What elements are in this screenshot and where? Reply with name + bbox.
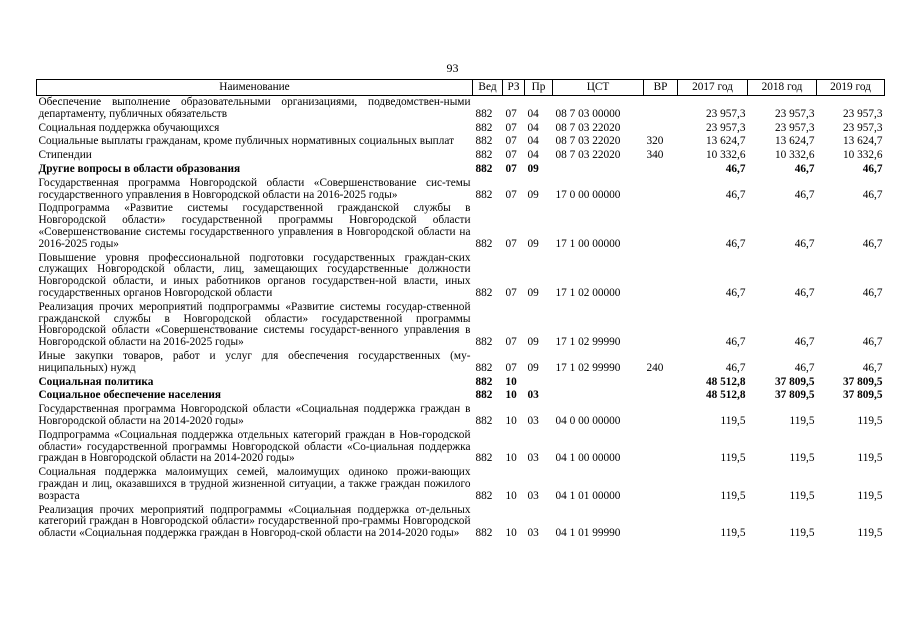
row-value-2018: 46,7 xyxy=(794,336,815,349)
table-row xyxy=(37,122,885,136)
row-cst: 04 1 01 99990 xyxy=(555,527,621,540)
row-rz: 07 xyxy=(505,286,517,299)
row-value-2017: 119,5 xyxy=(720,452,746,465)
row-value-2019: 119,5 xyxy=(857,489,883,502)
row-vr xyxy=(644,466,678,503)
row-rz: 10 xyxy=(505,375,517,388)
row-name: Подпрограмма «Социальная поддержка отдельных категорий граждан в Нов-городской области» государственной программы Новгородской области «Со-циальная поддержка граждан в Новгородской области на 2014-2020 годы» xyxy=(38,428,471,465)
row-cst: 04 0 00 00000 xyxy=(555,414,621,427)
row-name: Государственная программа Новгородской области «Социальная поддержка граждан в Новгородской области на 2014-2020 годы» xyxy=(38,403,471,427)
row-value-2019: 37 809,5 xyxy=(842,389,883,402)
table-row xyxy=(37,504,885,541)
header-name: Наименование xyxy=(37,80,473,96)
row-pr: 04 xyxy=(527,135,539,148)
row-pr xyxy=(525,376,553,390)
page-number: 93 xyxy=(446,61,459,75)
row-ved: 882 xyxy=(475,135,493,148)
row-pr: 09 xyxy=(527,162,539,175)
row-vr xyxy=(644,252,678,301)
row-value-2019: 37 809,5 xyxy=(842,375,883,388)
row-value-2019: 23 957,3 xyxy=(842,107,883,120)
table-row xyxy=(37,350,885,376)
row-vr xyxy=(644,122,678,136)
row-value-2017: 46,7 xyxy=(725,336,746,349)
row-name: Обеспечение выполнение образовательными организациями, подведомствен-ными департаменту, публичных обязательств xyxy=(38,96,471,120)
row-value-2018: 119,5 xyxy=(789,414,815,427)
row-value-2018: 46,7 xyxy=(794,162,815,175)
row-pr: 09 xyxy=(527,336,539,349)
row-ved: 882 xyxy=(475,162,493,175)
table-body xyxy=(37,96,885,541)
header-vr: ВР xyxy=(644,80,678,96)
table-row xyxy=(37,389,885,403)
row-pr: 09 xyxy=(527,188,539,201)
row-value-2017: 46,7 xyxy=(725,162,746,175)
table-row xyxy=(37,96,885,122)
row-rz: 07 xyxy=(505,149,517,162)
row-value-2017: 46,7 xyxy=(725,237,746,250)
row-cst: 17 1 02 99990 xyxy=(555,361,621,374)
header-rz: РЗ xyxy=(503,80,525,96)
row-name: Реализация прочих мероприятий подпрограммы «Социальная поддержка от-дельных категорий граждан в Новгородской области» государственной про-граммы Новгородской области «Социальная поддержка граждан в Новгород-ской области на 2014-2020 годы» xyxy=(38,503,471,540)
row-value-2018: 119,5 xyxy=(789,452,815,465)
header-2017: 2017 год xyxy=(678,80,748,96)
row-name: Повышение уровня профессиональной подготовки государственных граждан-ских служащих Новгородской области, лиц, замещающих государственные должности Новгородской области, и иных работников органов государствен-ной власти, иных государственных органов Новгородской области xyxy=(38,251,471,299)
row-rz: 07 xyxy=(505,107,517,120)
row-ved: 882 xyxy=(475,336,493,349)
row-vr xyxy=(644,96,678,122)
row-value-2018: 37 809,5 xyxy=(774,389,815,402)
row-vr xyxy=(644,403,678,429)
row-value-2017: 23 957,3 xyxy=(705,121,746,134)
table-row xyxy=(37,135,885,149)
row-value-2017: 10 332,6 xyxy=(705,149,746,162)
row-value-2017: 13 624,7 xyxy=(705,135,746,148)
row-value-2018: 46,7 xyxy=(794,286,815,299)
row-rz: 07 xyxy=(505,135,517,148)
row-vr: 340 xyxy=(646,149,664,162)
row-value-2019: 10 332,6 xyxy=(842,149,883,162)
table-row xyxy=(37,202,885,251)
row-cst: 17 0 00 00000 xyxy=(555,188,621,201)
row-rz: 07 xyxy=(505,162,517,175)
row-ved: 882 xyxy=(475,389,493,402)
row-rz: 07 xyxy=(505,237,517,250)
row-name: Социальное обеспечение населения xyxy=(38,389,221,402)
table-row xyxy=(37,177,885,203)
row-ved: 882 xyxy=(475,237,493,250)
table-row xyxy=(37,252,885,301)
row-value-2018: 13 624,7 xyxy=(774,135,815,148)
header-2018: 2018 год xyxy=(748,80,817,96)
row-ved: 882 xyxy=(475,121,493,134)
row-cst: 17 1 00 00000 xyxy=(555,237,621,250)
row-ved: 882 xyxy=(475,361,493,374)
row-vr xyxy=(644,177,678,203)
table-row xyxy=(37,301,885,350)
row-vr xyxy=(644,504,678,541)
row-ved: 882 xyxy=(475,375,493,388)
row-value-2017: 48 512,8 xyxy=(705,375,746,388)
row-pr: 09 xyxy=(527,361,539,374)
row-name: Другие вопросы в области образования xyxy=(38,162,241,175)
row-vr xyxy=(644,301,678,350)
table-row xyxy=(37,149,885,163)
row-value-2019: 119,5 xyxy=(857,452,883,465)
row-value-2017: 119,5 xyxy=(720,489,746,502)
row-value-2017: 46,7 xyxy=(725,188,746,201)
row-value-2018: 46,7 xyxy=(794,237,815,250)
row-pr: 03 xyxy=(527,414,539,427)
row-rz: 07 xyxy=(505,361,517,374)
row-name: Государственная программа Новгородской области «Совершенствование сис-темы государственного управления в Новгородской области на 2016-2025 годы» xyxy=(38,176,471,201)
row-pr: 03 xyxy=(527,389,539,402)
row-name: Социальная поддержка малоимущих семей, малоимущих одиноко прожи-вающих граждан и лиц, оказавшихся в трудной жизненной ситуации, а также граждан пожилого возраста xyxy=(38,466,471,502)
row-cst xyxy=(553,389,644,403)
row-value-2018: 46,7 xyxy=(794,361,815,374)
table-row xyxy=(37,163,885,177)
row-value-2017: 23 957,3 xyxy=(705,107,746,120)
row-value-2017: 46,7 xyxy=(725,361,746,374)
row-cst xyxy=(553,163,644,177)
row-cst: 08 7 03 22020 xyxy=(555,121,621,134)
row-ved: 882 xyxy=(475,452,493,465)
row-cst: 04 1 01 00000 xyxy=(555,489,621,502)
row-value-2018: 23 957,3 xyxy=(774,107,815,120)
row-cst xyxy=(553,376,644,390)
row-value-2019: 119,5 xyxy=(857,414,883,427)
row-value-2019: 13 624,7 xyxy=(842,135,883,148)
row-cst: 08 7 03 22020 xyxy=(555,135,621,148)
row-value-2019: 46,7 xyxy=(862,286,883,299)
row-value-2018: 119,5 xyxy=(789,489,815,502)
row-rz: 10 xyxy=(505,527,517,540)
row-rz: 07 xyxy=(505,121,517,134)
header-ved: Вед xyxy=(473,80,503,96)
header-cst: ЦСТ xyxy=(553,80,644,96)
row-value-2019: 46,7 xyxy=(862,361,883,374)
table-row xyxy=(37,376,885,390)
row-ved: 882 xyxy=(475,414,493,427)
row-name: Социальная политика xyxy=(38,375,154,388)
row-ved: 882 xyxy=(475,107,493,120)
row-rz: 10 xyxy=(505,414,517,427)
row-value-2018: 23 957,3 xyxy=(774,121,815,134)
row-value-2018: 46,7 xyxy=(794,188,815,201)
row-vr xyxy=(644,163,678,177)
row-rz: 10 xyxy=(505,452,517,465)
row-rz: 10 xyxy=(505,489,517,502)
budget-table xyxy=(36,79,885,541)
row-vr xyxy=(644,429,678,466)
row-pr: 04 xyxy=(527,149,539,162)
header-pr: Пр xyxy=(525,80,553,96)
row-pr: 03 xyxy=(527,527,539,540)
table-header-row xyxy=(37,80,885,96)
row-name: Социальная поддержка обучающихся xyxy=(38,121,220,134)
row-name: Иные закупки товаров, работ и услуг для обеспечения государственных (му-ниципальных) нужд xyxy=(38,349,471,374)
row-value-2018: 10 332,6 xyxy=(774,149,815,162)
row-cst: 17 1 02 99990 xyxy=(555,336,621,349)
row-ved: 882 xyxy=(475,286,493,299)
table-row xyxy=(37,429,885,466)
row-rz: 10 xyxy=(505,389,517,402)
row-name: Подпрограмма «Развитие системы государственной гражданской службы в Новгородской области» государственной программы Новгородской области «Совершенствование системы государственного управления в Новгородской области на 2016-2025 годы» xyxy=(38,202,471,250)
row-pr: 03 xyxy=(527,452,539,465)
row-value-2017: 48 512,8 xyxy=(705,389,746,402)
row-name: Социальные выплаты гражданам, кроме публичных нормативных социальных выплат xyxy=(38,135,455,148)
row-value-2017: 119,5 xyxy=(720,414,746,427)
row-value-2019: 46,7 xyxy=(862,188,883,201)
row-name: Стипендии xyxy=(38,149,92,162)
row-ved: 882 xyxy=(475,149,493,162)
row-value-2019: 46,7 xyxy=(862,162,883,175)
row-cst: 08 7 03 00000 xyxy=(555,107,621,120)
row-value-2019: 46,7 xyxy=(862,237,883,250)
row-rz: 07 xyxy=(505,188,517,201)
row-pr: 09 xyxy=(527,286,539,299)
row-vr xyxy=(644,376,678,390)
row-value-2018: 119,5 xyxy=(789,527,815,540)
row-pr: 04 xyxy=(527,121,539,134)
row-rz: 07 xyxy=(505,336,517,349)
row-value-2018: 37 809,5 xyxy=(774,375,815,388)
row-vr: 240 xyxy=(646,361,664,374)
row-cst: 08 7 03 22020 xyxy=(555,149,621,162)
row-value-2019: 46,7 xyxy=(862,336,883,349)
row-vr xyxy=(644,202,678,251)
row-pr: 09 xyxy=(527,237,539,250)
row-cst: 17 1 02 00000 xyxy=(555,286,621,299)
table-row xyxy=(37,403,885,429)
row-cst: 04 1 00 00000 xyxy=(555,452,621,465)
row-ved: 882 xyxy=(475,527,493,540)
row-vr: 320 xyxy=(646,135,664,148)
row-vr xyxy=(644,389,678,403)
row-ved: 882 xyxy=(475,489,493,502)
row-ved: 882 xyxy=(475,188,493,201)
row-value-2019: 23 957,3 xyxy=(842,121,883,134)
row-name: Реализация прочих мероприятий подпрограммы «Развитие системы государ-ственной гражданской службы в Новгородской области» государственной программы Новгородской области «Совершенствование системы государст-венного управления в Новгородской области на 2016-2025 годы» xyxy=(38,300,471,349)
header-2019: 2019 год xyxy=(817,80,885,96)
row-pr: 03 xyxy=(527,489,539,502)
row-value-2017: 119,5 xyxy=(720,527,746,540)
table-row xyxy=(37,466,885,503)
row-value-2017: 46,7 xyxy=(725,286,746,299)
row-pr: 04 xyxy=(527,107,539,120)
row-value-2019: 119,5 xyxy=(857,527,883,540)
